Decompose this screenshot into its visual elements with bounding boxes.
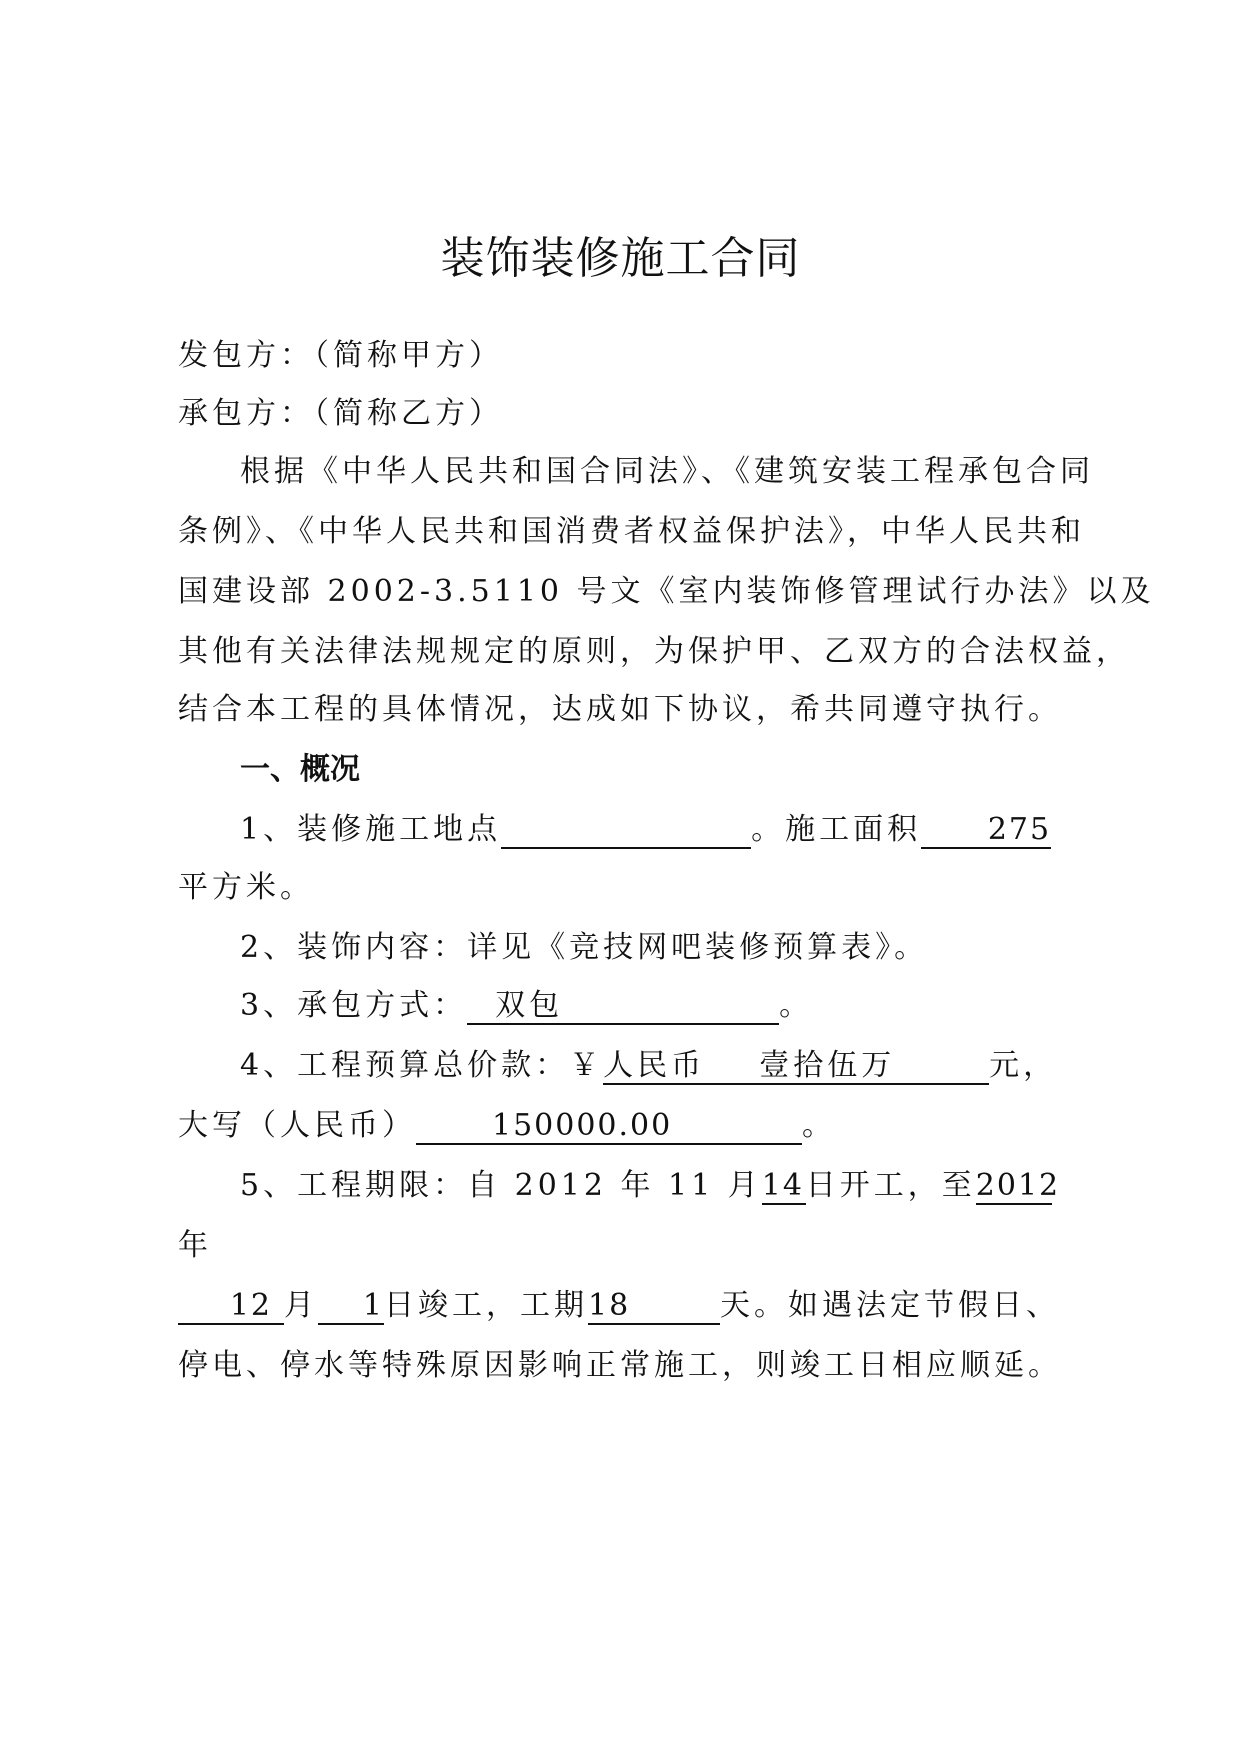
- item-1-line: [240, 810, 1058, 850]
- item-5-tail: 天。如遇法定节假日、: [720, 1288, 1060, 1323]
- item-1-mid: 。施工面积: [751, 812, 922, 847]
- item-5-last-line: 停电、停水等特殊原因影响正常施工，则竣工日相应顺延。: [178, 1348, 1062, 1383]
- end-day-field[interactable]: [318, 1289, 384, 1325]
- item-4-line2-suffix: 。: [802, 1108, 836, 1143]
- start-day-value: 14: [761, 1168, 804, 1203]
- preamble-line-2: 条例》、《中华人民共和国消费者权益保护法》，中华人民共和: [178, 514, 1085, 549]
- end-day-value: 1: [362, 1288, 384, 1323]
- end-month-field[interactable]: [178, 1289, 284, 1325]
- item-5-mid1: 日开工，至: [805, 1168, 976, 1203]
- preamble-line-3: 国建设部 2002-3.5110 号文《室内装饰修管理试行办法》以及: [178, 574, 1155, 609]
- party-a-line: 发包方：（简称甲方）: [178, 338, 503, 373]
- item-2-line: 2、装饰内容：详见《竞技网吧装修预算表》。: [240, 930, 929, 965]
- item-4-suffix: 元，: [989, 1048, 1058, 1083]
- duration-value: 18: [588, 1288, 631, 1323]
- contract-method-value: 双包: [495, 988, 564, 1023]
- item-4-line2-prefix: 大写（人民币）: [178, 1108, 416, 1143]
- section-heading: 一、概况: [240, 752, 360, 787]
- area-field[interactable]: [921, 813, 1051, 849]
- item-1-suffix: 平方米。: [178, 870, 314, 905]
- party-b-line: 承包方：（简称乙方）: [178, 396, 503, 431]
- item-3-line: [240, 986, 1058, 1026]
- contract-method-field[interactable]: [467, 989, 779, 1025]
- item-5-mid2: 日竣工，工期: [384, 1288, 588, 1323]
- preamble-line-1: 根据《中华人民共和国合同法》、《建筑安装工程承包合同: [240, 454, 1094, 489]
- item-5-year-wrap: 年: [178, 1228, 212, 1263]
- item-5-prefix: 5、工程期限：自 2012 年 11 月: [240, 1168, 762, 1203]
- item-4-line-2: [178, 1106, 1058, 1146]
- item-4-line: [240, 1046, 1058, 1086]
- item-1-prefix: 1、装修施工地点: [240, 812, 502, 847]
- end-year-value: 2012: [975, 1168, 1061, 1203]
- document-title: 装饰装修施工合同: [440, 233, 801, 284]
- budget-amount-value: 150000.00: [492, 1108, 673, 1143]
- preamble-line-4: 其他有关法律法规规定的原则，为保护甲、乙双方的合法权益，: [178, 634, 1130, 669]
- end-month-value: 12: [229, 1288, 272, 1323]
- end-year-field[interactable]: [975, 1168, 1061, 1205]
- item-5-line: [240, 1166, 1061, 1206]
- item-5-line-2: [178, 1286, 1058, 1326]
- location-field[interactable]: [501, 813, 751, 849]
- area-value: 275: [987, 812, 1052, 847]
- budget-amount-field[interactable]: [416, 1109, 802, 1145]
- preamble-line-5: 结合本工程的具体情况，达成如下协议，希共同遵守执行。: [178, 692, 1062, 727]
- duration-field[interactable]: [588, 1289, 720, 1325]
- month-label: 月: [284, 1288, 318, 1323]
- budget-field[interactable]: [603, 1049, 989, 1085]
- budget-value: 人民币 壹拾伍万: [603, 1048, 896, 1083]
- item-3-prefix: 3、承包方式：: [240, 988, 468, 1023]
- item-4-prefix: 4、工程预算总价款：￥: [240, 1048, 604, 1083]
- item-3-suffix: 。: [779, 988, 814, 1023]
- start-day-field[interactable]: [762, 1169, 806, 1205]
